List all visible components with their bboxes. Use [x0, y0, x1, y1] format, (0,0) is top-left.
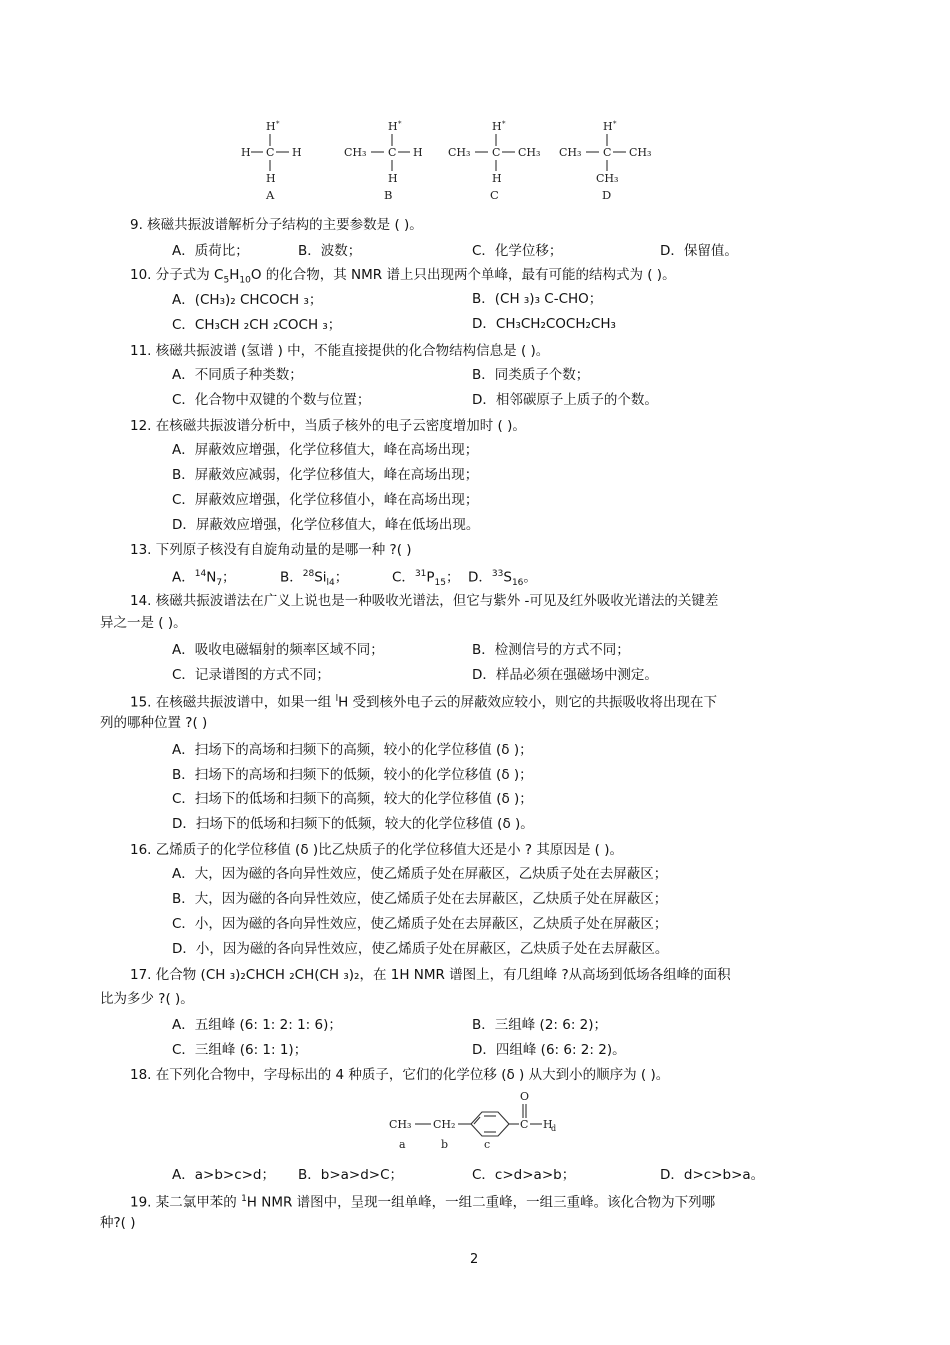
mol-b-star: * — [398, 120, 402, 128]
q18-option-c: C．c>d>a>b； — [472, 1167, 576, 1183]
q13-option-b — [280, 565, 348, 592]
q13-d-end: 。 — [523, 569, 537, 586]
q13-stem: 13. 下列原子核没有自旋角动量的是哪一种 ?( ) — [130, 542, 412, 558]
q18-hd: H — [543, 1118, 553, 1131]
q10-option-a: A．(CH₃)₂ CHCOCH ₃； — [172, 292, 323, 308]
q16-option-b: B．大，因为磁的各向异性效应，使乙烯质子处在去屏蔽区，乙炔质子处在屏蔽区； — [172, 891, 668, 907]
q14-option-c: C．记录谱图的方式不同； — [172, 667, 330, 683]
q18-option-d: D．d>c>b>a。 — [660, 1167, 765, 1183]
q15-stem-sup: l — [335, 694, 339, 704]
q18-label-a: a — [399, 1138, 406, 1151]
q13-a-number: 7 — [216, 578, 223, 589]
q14-option-b: B．检测信号的方式不同； — [472, 642, 630, 658]
q10-option-b: B．(CH ₃)₃ C-CHO； — [472, 291, 603, 307]
q16-option-a: A．大，因为磁的各向异性效应，使乙烯质子处在屏蔽区，乙炔质子处在去屏蔽区； — [172, 866, 668, 882]
q18-option-a: A．a>b>c>d； — [172, 1167, 276, 1183]
q13-b-end: ； — [334, 569, 349, 586]
mol-c-star: * — [502, 120, 506, 128]
mol-a-top: H — [266, 120, 276, 133]
q18-structure-figure — [385, 1088, 575, 1158]
q18-oxygen: O — [520, 1090, 530, 1103]
q12-option-c: C．屏蔽效应增强，化学位移值小，峰在高场出现； — [172, 492, 479, 508]
q12-option-b: B．屏蔽效应减弱，化学位移值大，峰在高场出现； — [172, 467, 479, 483]
q13-a-prefix: A． — [172, 569, 195, 586]
q18-ch2: CH₂ — [433, 1118, 456, 1131]
q19-stem-sup: 1 — [241, 1194, 247, 1204]
q10-option-d: D．CH₃CH₂COCH₂CH₃ — [472, 316, 616, 332]
q17-option-b: B．三组峰 (2: 6: 2)； — [472, 1017, 608, 1033]
mol-b-label: B — [384, 188, 393, 202]
q10-stem-post: O 的化合物，其 NMR 谱上只出现两个单峰，最有可能的结构式为 ( )。 — [250, 267, 676, 283]
q13-option-c — [392, 565, 460, 592]
q19-stem-line2: 种?( ) — [100, 1215, 136, 1231]
q15-stem-post: H 受到核外电子云的屏蔽效应较小，则它的共振吸收将出现在下 — [338, 694, 718, 711]
q18-carbonyl-c: C — [520, 1118, 529, 1131]
q14-stem-line2: 异之一是 ( )。 — [100, 615, 187, 631]
q13-c-symbol: P — [426, 569, 435, 586]
q11-option-a: A．不同质子种类数； — [172, 367, 303, 383]
mol-c-label: C — [490, 188, 499, 202]
mol-d-right: CH₃ — [629, 146, 652, 159]
mol-b-bottom: H — [388, 172, 398, 185]
q16-stem: 16. 乙烯质子的化学位移值 (δ )比乙炔质子的化学位移值大还是小 ? 其原因是 ( )。 — [130, 842, 623, 858]
mol-b-top: H — [388, 120, 398, 133]
q17-option-a: A．五组峰 (6: 1: 2: 1: 6)； — [172, 1017, 342, 1033]
q13-d-number: 16 — [511, 578, 524, 589]
q14-option-d: D．样品必须在强磁场中测定。 — [472, 667, 658, 683]
q19-stem-line1 — [130, 1190, 715, 1212]
q9-option-a: A．质荷比； — [172, 243, 249, 259]
q11-stem: 11. 核磁共振波谱 (氢谱 ) 中，不能直接提供的化合物结构信息是 ( )。 — [130, 343, 550, 359]
q17-option-d: D．四组峰 (6: 6: 2: 2)。 — [472, 1042, 626, 1058]
q11-option-d: D．相邻碳原子上质子的个数。 — [472, 392, 658, 408]
q13-a-symbol: N — [206, 569, 217, 586]
mol-c-top: H — [492, 120, 502, 133]
mol-d-left: CH₃ — [559, 146, 582, 159]
mol-a-left: H — [241, 146, 251, 159]
page-number: 2 — [470, 1252, 479, 1267]
q12-option-a: A．屏蔽效应增强，化学位移值大，峰在高场出现； — [172, 442, 479, 458]
molecule-b — [344, 120, 423, 202]
q18-ch3: CH₃ — [389, 1118, 412, 1131]
mol-a-label: A — [266, 188, 275, 202]
q13-b-symbol: Si — [314, 569, 327, 586]
q15-stem-line1 — [130, 690, 717, 712]
q18-label-b: b — [441, 1138, 449, 1151]
molecule-figure-top — [236, 118, 666, 210]
mol-a-star: * — [276, 120, 280, 128]
q11-option-b: B．同类质子个数； — [472, 367, 590, 383]
molecule-a — [241, 120, 302, 202]
q18-label-c: c — [484, 1138, 491, 1151]
q13-d-symbol: S — [503, 569, 512, 586]
q17-stem-line2: 比为多少 ?( )。 — [100, 991, 194, 1007]
q18-option-b: B．b>a>d>C； — [298, 1167, 404, 1183]
q9-stem: 9. 核磁共振波谱解析分子结构的主要参数是 ( )。 — [130, 217, 423, 233]
q15-option-c: C．扫场下的低场和扫频下的高频，较大的化学位移值 (δ )； — [172, 791, 533, 807]
q11-option-c: C．化合物中双键的个数与位置； — [172, 392, 371, 408]
mol-a-right: H — [292, 146, 302, 159]
mol-c-center: C — [492, 146, 501, 159]
q17-option-c: C．三组峰 (6: 1: 1)； — [172, 1042, 308, 1058]
mol-b-left: CH₃ — [344, 146, 367, 159]
q12-option-d: D．屏蔽效应增强，化学位移值大，峰在低场出现。 — [172, 517, 480, 533]
q17-stem-line1: 17. 化合物 (CH ₃)₂CHCH ₂CH(CH ₃)₂，在 1H NMR 谱图上，有几组峰 ?从高场到低场各组峰的面积 — [130, 967, 731, 983]
mol-d-top: H — [603, 120, 613, 133]
q13-d-mass: 33 — [491, 569, 504, 579]
q13-b-mass: 28 — [302, 569, 315, 579]
q10-sub-10: 10 — [239, 275, 251, 286]
q19-stem-pre: 19. 某二氯甲苯的 — [130, 1194, 242, 1211]
q13-b-prefix: B． — [280, 569, 303, 586]
mol-a-bottom: H — [266, 172, 276, 185]
q15-stem-pre: 15. 在核磁共振波谱中，如果一组 — [130, 694, 336, 711]
q9-option-b: B．波数； — [298, 243, 362, 259]
molecule-c — [448, 120, 540, 202]
q19-stem-post: H NMR 谱图中，呈现一组单峰，一组二重峰，一组三重峰。该化合物为下列哪 — [246, 1194, 716, 1211]
molecule-structures — [236, 118, 666, 206]
mol-c-left: CH₃ — [448, 146, 471, 159]
mol-b-right: H — [413, 146, 423, 159]
q12-stem: 12. 在核磁共振波谱分析中，当质子核外的电子云密度增加时 ( )。 — [130, 418, 526, 434]
mol-c-right: CH₃ — [518, 146, 541, 159]
q15-option-a: A．扫场下的高场和扫频下的高频，较小的化学位移值 (δ )； — [172, 742, 533, 758]
q13-a-end: ； — [222, 569, 236, 586]
q9-option-c: C．化学位移； — [472, 243, 563, 259]
q13-a-mass: 14 — [194, 569, 207, 579]
q15-stem-line2: 列的哪种位置 ?( ) — [100, 715, 208, 731]
q10-stem — [130, 266, 676, 290]
q10-option-c: C．CH₃CH ₂CH ₂COCH ₃； — [172, 317, 342, 333]
mol-b-center: C — [388, 146, 397, 159]
q15-option-d: D．扫场下的低场和扫频下的低频，较大的化学位移值 (δ )。 — [172, 816, 534, 832]
molecule-d — [559, 120, 651, 202]
mol-d-star: * — [613, 120, 617, 128]
q16-option-d: D．小，因为磁的各向异性效应，使乙烯质子处在屏蔽区，乙炔质子处在去屏蔽区。 — [172, 941, 669, 957]
q18-molecule — [385, 1088, 575, 1154]
q15-option-b: B．扫场下的高场和扫频下的低频，较小的化学位移值 (δ )； — [172, 767, 533, 783]
q18-hd-sub: d — [551, 1124, 557, 1133]
q13-c-mass: 31 — [414, 569, 427, 579]
q10-sub-5: 5 — [223, 275, 230, 286]
q14-option-a: A．吸收电磁辐射的频率区域不同； — [172, 642, 384, 658]
q16-option-c: C．小，因为磁的各向异性效应，使乙烯质子处在去屏蔽区，乙炔质子处在屏蔽区； — [172, 916, 668, 932]
q13-c-number: 15 — [434, 578, 446, 589]
q13-d-prefix: D． — [468, 569, 492, 586]
mol-a-center: C — [266, 146, 275, 159]
q10-stem-h: H — [229, 267, 240, 283]
q10-stem-pre: 10. 分子式为 C — [130, 267, 224, 283]
q14-stem-line1: 14. 核磁共振波谱法在广义上说也是一种吸收光谱法，但它与紫外 -可见及红外吸收光谱法的关键差 — [130, 593, 719, 609]
q13-option-a — [172, 565, 236, 592]
mol-d-label: D — [602, 188, 612, 202]
q13-c-end: ； — [446, 569, 460, 586]
q18-stem: 18. 在下列化合物中，字母标出的 4 种质子，它们的化学位移 (δ ) 从大到小的顺序为 ( )。 — [130, 1067, 670, 1083]
q9-option-d: D．保留值。 — [660, 243, 738, 259]
mol-d-center: C — [603, 146, 612, 159]
q13-b-number: l4 — [326, 578, 335, 589]
q13-option-d — [468, 565, 537, 592]
mol-d-bottom: CH₃ — [596, 172, 619, 185]
mol-c-bottom: H — [492, 172, 502, 185]
q13-c-prefix: C． — [392, 569, 415, 586]
